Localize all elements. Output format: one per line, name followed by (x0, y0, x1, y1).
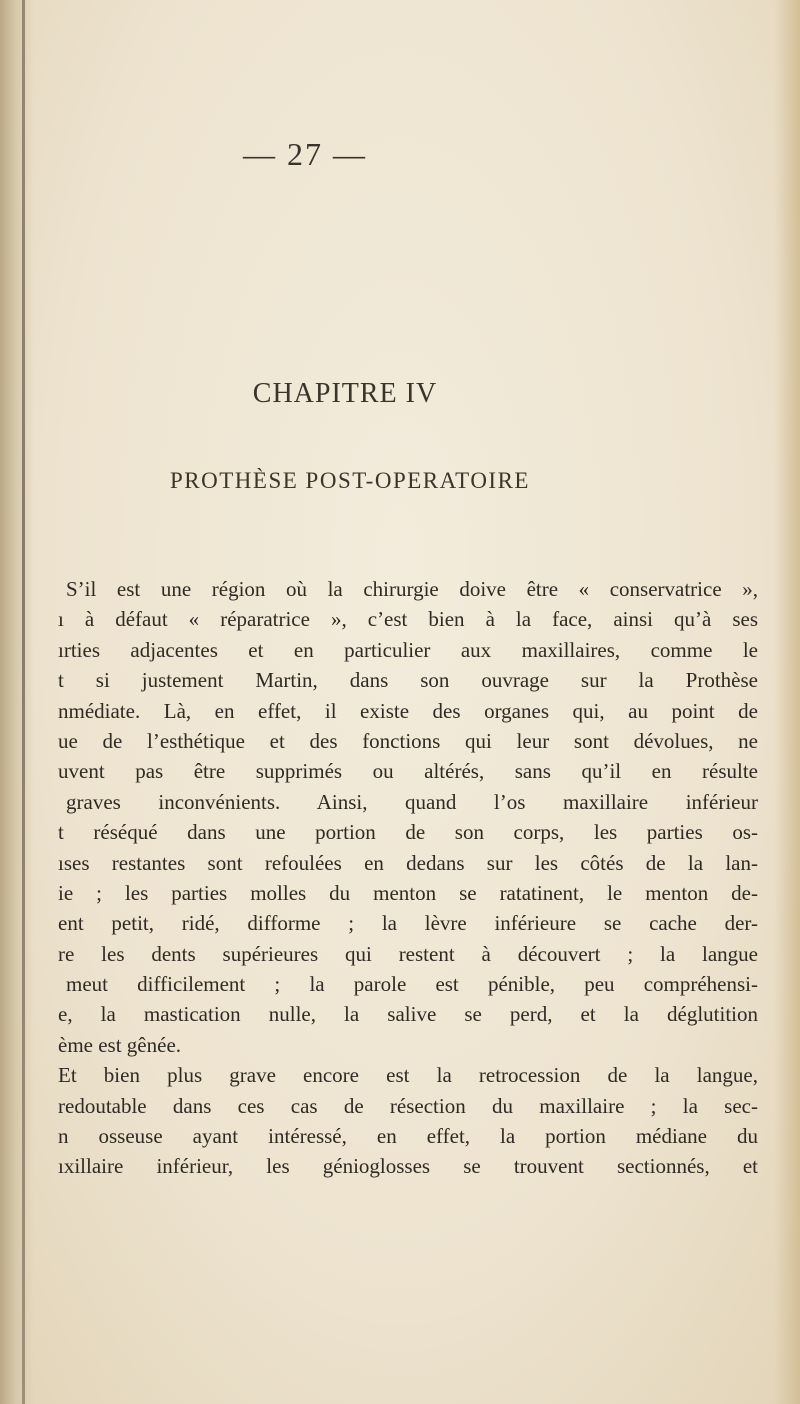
text-line: S’il est une région où la chirurgie doive être « conservatrice », (66, 577, 758, 601)
text-line: ème est gênée. (58, 1032, 182, 1057)
page-right-edge (774, 0, 800, 1404)
text-line: t réséqué dans une portion de son corps, les parties os- (58, 820, 758, 845)
page-number: — 27 — (243, 136, 367, 172)
text-line: ıses restantes sont refoulées en dedans sur les côtés de la lan- (58, 850, 758, 875)
page-binding-shadow (0, 0, 34, 1404)
page-binding-edge (22, 0, 25, 1404)
section-title: PROTHÈSE POST-OPERATOIRE (170, 468, 530, 493)
text-line: t si justement Martin, dans son ouvrage sur la Prothèse (58, 668, 758, 693)
body-text (58, 574, 758, 1182)
text-line: uvent pas être supprimés ou altérés, sans qu’il en résulte (58, 759, 758, 784)
chapter-title: CHAPITRE IV (252, 378, 438, 409)
text-line: ue de l’esthétique et des fonctions qui leur sont dévolues, ne (58, 728, 758, 753)
text-line: ı à défaut « réparatrice », c’est bien à la face, ainsi qu’à ses (58, 607, 758, 632)
text-line: redoutable dans ces cas de résection du maxillaire ; la sec- (58, 1093, 758, 1118)
text-line: ıxillaire inférieur, les génioglosses se trouvent sectionnés, et (58, 1154, 758, 1179)
text-line: meut difficilement ; la parole est pénible, peu compréhensi- (66, 972, 758, 997)
text-line: ent petit, ridé, difforme ; la lèvre inférieure se cache der- (58, 911, 758, 936)
text-line: ie ; les parties molles du menton se ratatinent, le menton de- (58, 880, 758, 905)
text-line: ırties adjacentes et en particulier aux maxillaires, comme le (58, 637, 758, 662)
text-line: n osseuse ayant intéressé, en effet, la portion médiane du (58, 1124, 758, 1149)
text-line: graves inconvénients. Ainsi, quand l’os maxillaire inférieur (66, 789, 758, 814)
text-line: nmédiate. Là, en effet, il existe des organes qui, au point de (58, 698, 758, 723)
text-line: re les dents supérieures qui restent à découvert ; la langue (58, 941, 758, 966)
text-line: e, la mastication nulle, la salive se perd, et la déglutition (58, 1002, 758, 1027)
text-line: Et bien plus grave encore est la retrocession de la langue, (58, 1063, 758, 1088)
